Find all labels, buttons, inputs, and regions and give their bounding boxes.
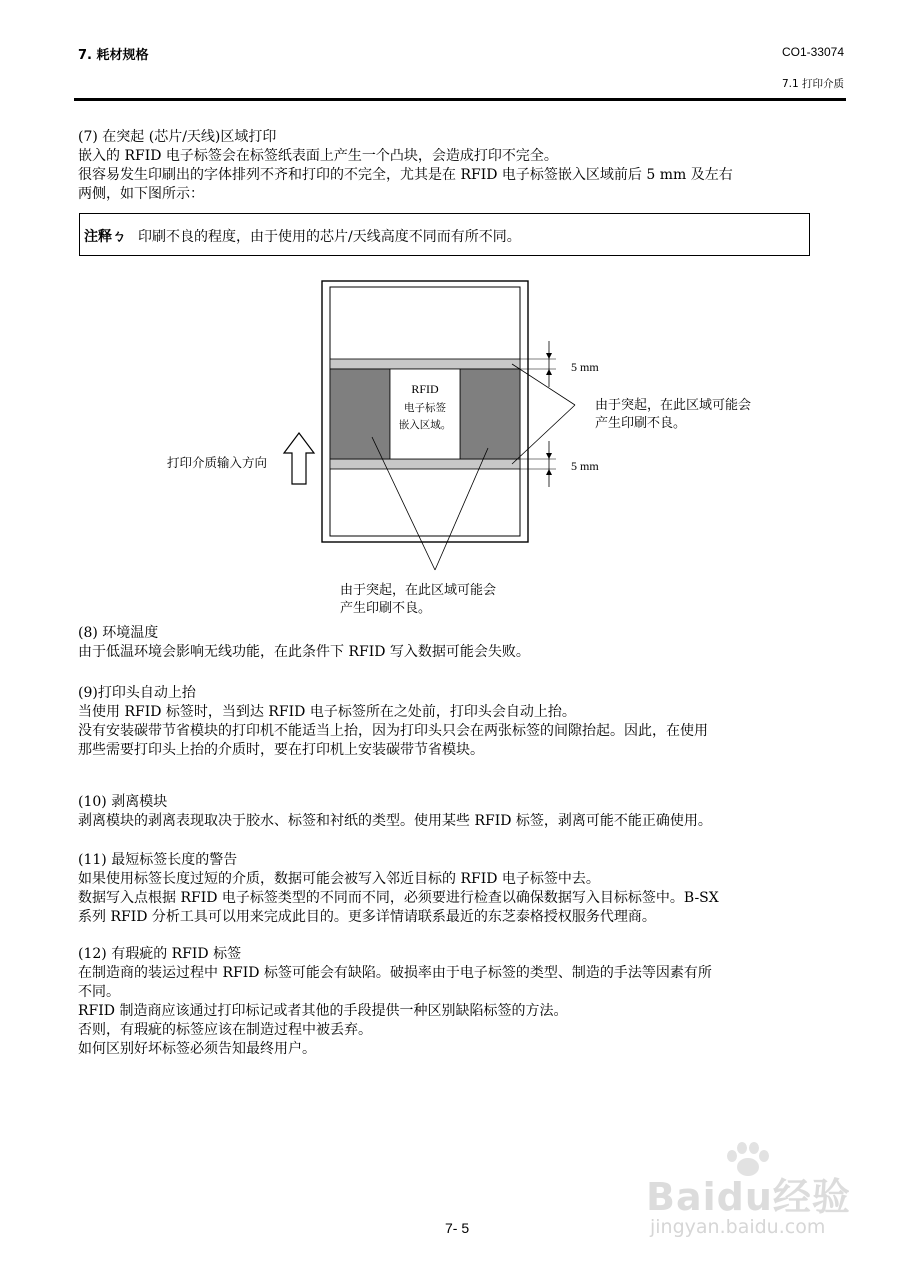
paragraph-line: 没有安装碳带节省模块的打印机不能适当上抬，因为打印头只会在两张标签的间隙抬起。因此，在使用 bbox=[78, 723, 708, 739]
feed-direction-label: 打印介质输入方向 bbox=[167, 455, 268, 470]
dim-arrow bbox=[546, 453, 552, 459]
section-heading: (9)打印头自动上抬 bbox=[78, 685, 196, 701]
paragraph-line: 当使用 RFID 标签时，当到达 RFID 电子标签所在之处前，打印头会自动上抬。 bbox=[78, 704, 576, 720]
rfid-label: 电子标签 bbox=[404, 402, 446, 414]
section-12 bbox=[78, 945, 838, 1059]
dimension-label-top: 5 mm bbox=[571, 360, 599, 374]
paragraph-line: 系列 RFID 分析工具可以用来完成此目的。更多详情请联系最近的东芝泰格授权服务代理商。 bbox=[78, 909, 656, 925]
paragraph-line: 由于低温环境会影响无线功能，在此条件下 RFID 写入数据可能会失败。 bbox=[78, 644, 530, 660]
paragraph-line: 不同。 bbox=[78, 984, 120, 1000]
paragraph-line: RFID 制造商应该通过打印标记或者其他的手段提供一种区别缺陷标签的方法。 bbox=[78, 1003, 568, 1019]
document-code: CO1-33074 bbox=[781, 45, 844, 59]
section-10 bbox=[78, 793, 838, 831]
paragraph-line: 很容易发生印刷出的字体排列不齐和打印的不完全，尤其是在 RFID 电子标签嵌入区域前后 5 mm 及左右 bbox=[78, 167, 733, 183]
section-title: 7.1 打印介质 bbox=[781, 78, 844, 90]
section-8 bbox=[78, 624, 838, 662]
paragraph-line: 在制造商的装运过程中 RFID 标签可能会有缺陷。破损率由于电子标签的类型、制造的手法等因素有所 bbox=[78, 965, 712, 981]
callout-right-text: 产生印刷不良。 bbox=[595, 416, 687, 431]
paragraph-line: 嵌入的 RFID 电子标签会在标签纸表面上产生一个凸块，会造成打印不完全。 bbox=[78, 148, 558, 164]
rfid-label: 嵌入区域。 bbox=[398, 419, 452, 431]
section-11 bbox=[78, 851, 838, 927]
section-heading: (7) 在突起 (芯片/天线)区域打印 bbox=[78, 129, 277, 145]
dim-arrow bbox=[546, 469, 552, 475]
paragraph-line: 剥离模块的剥离表现取决于胶水、标签和衬纸的类型。使用某些 RFID 标签，剥离可能不能正确使用。 bbox=[78, 813, 712, 829]
section-heading: (10) 剥离模块 bbox=[78, 794, 168, 810]
paragraph-line: 如果使用标签长度过短的介质，数据可能会被写入邻近目标的 RFID 电子标签中去。 bbox=[78, 871, 600, 887]
callout-bottom-text: 由于突起，在此区域可能会 bbox=[340, 583, 497, 598]
watermark-brand: Baidu经验 bbox=[646, 1175, 851, 1219]
paragraph-line: 两侧，如下图所示： bbox=[78, 186, 204, 202]
callout-right-text: 由于突起，在此区域可能会 bbox=[595, 398, 752, 413]
band-top-5mm bbox=[330, 359, 520, 369]
rfid-label: RFID bbox=[411, 382, 439, 396]
defect-region-left bbox=[330, 369, 390, 459]
dimension-label-bottom: 5 mm bbox=[571, 459, 599, 473]
defect-region-right bbox=[460, 369, 520, 459]
dim-arrow bbox=[546, 369, 552, 375]
paragraph-line: 如何区别好坏标签必须告知最终用户。 bbox=[78, 1041, 316, 1057]
section-heading: (8) 环境温度 bbox=[78, 625, 159, 641]
paragraph-line: 否则，有瑕疵的标签应该在制造过程中被丢弃。 bbox=[78, 1022, 372, 1038]
watermark-url: jingyan.baidu.com bbox=[650, 1216, 826, 1238]
watermark bbox=[640, 1140, 860, 1250]
section-heading: (11) 最短标签长度的警告 bbox=[78, 852, 238, 868]
page-number: 7- 5 bbox=[445, 1220, 470, 1236]
note-text: 印刷不良的程度，由于使用的芯片/天线高度不同而有所不同。 bbox=[138, 229, 521, 245]
chapter-title: 7. 耗材规格 bbox=[78, 48, 149, 63]
callout-bottom-text: 产生印刷不良。 bbox=[340, 601, 432, 616]
dim-arrow bbox=[546, 353, 552, 359]
up-arrow-icon bbox=[284, 433, 314, 484]
paragraph-line: 那些需要打印头上抬的介质时，要在打印机上安装碳带节省模块。 bbox=[78, 742, 484, 758]
section-9 bbox=[78, 684, 838, 760]
section-heading: (12) 有瑕疵的 RFID 标签 bbox=[78, 946, 242, 962]
note-label: 注释ㄅ bbox=[84, 229, 126, 245]
paragraph-line: 数据写入点根据 RFID 电子标签类型的不同而不同，必须要进行检查以确保数据写入目标标签中。B-SX bbox=[78, 890, 719, 906]
band-bottom-5mm bbox=[330, 459, 520, 469]
